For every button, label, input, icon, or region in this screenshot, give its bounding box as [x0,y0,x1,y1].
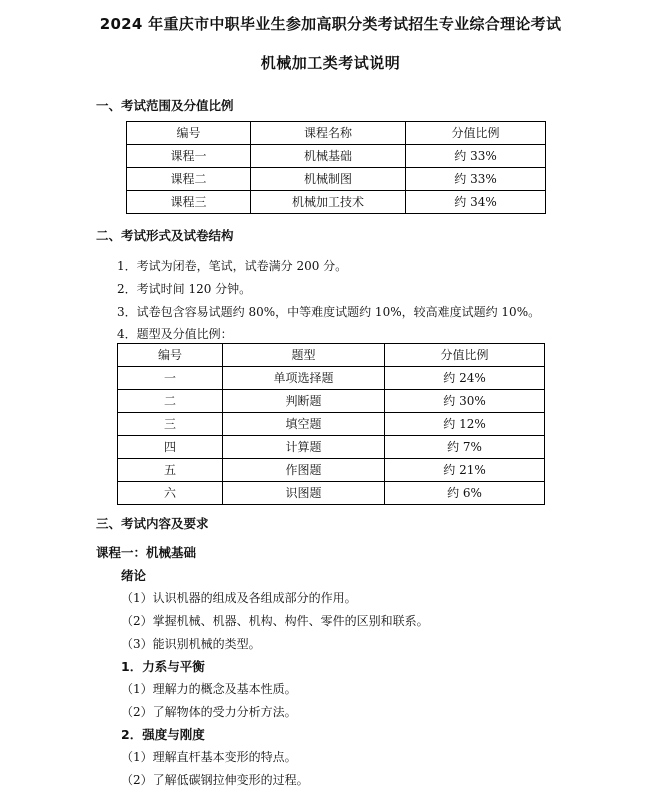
table-header-cell: 分值比例 [406,122,546,145]
content-item: （1）理解直杆基本变形的特点。 [121,750,297,764]
table-cell: 约 24% [385,367,545,390]
table-cell: 约 6% [385,482,545,505]
table-header-row [118,344,545,367]
content-item: （1）理解力的概念及基本性质。 [121,682,297,696]
section1-heading: 一、考试范围及分值比例 [96,98,234,113]
table-cell: 约 33% [406,145,546,168]
table-cell: 约 21% [385,459,545,482]
table-row [118,482,545,505]
document-title: 2024 年重庆市中职毕业生参加高职分类考试招生专业综合理论考试 [99,15,562,33]
table-cell: 机械制图 [251,168,406,191]
table-cell: 识图题 [223,482,385,505]
table-header-row [127,122,546,145]
table-cell: 机械加工技术 [251,191,406,214]
table-row [118,367,545,390]
course-title: 课程一：机械基础 [96,545,197,560]
table-cell: 约 34% [406,191,546,214]
table-cell: 约 12% [385,413,545,436]
table-cell: 约 33% [406,168,546,191]
table-cell: 机械基础 [251,145,406,168]
table-row [118,413,545,436]
exam-format-item: 4．题型及分值比例： [117,327,233,341]
exam-format-item: 2．考试时间 120 分钟。 [117,282,252,296]
table-cell: 二 [118,390,223,413]
table-row [118,459,545,482]
table-row [118,390,545,413]
table-cell: 课程一 [127,145,251,168]
intro-heading: 绪论 [121,568,147,583]
table-cell: 填空题 [223,413,385,436]
table-row [127,168,546,191]
table-row [118,436,545,459]
table-cell: 单项选择题 [223,367,385,390]
table-header-cell: 题型 [223,344,385,367]
table-row [127,191,546,214]
table-cell: 课程二 [127,168,251,191]
question-type-table [117,343,545,505]
table-cell: 四 [118,436,223,459]
table-cell: 计算题 [223,436,385,459]
table-cell: 六 [118,482,223,505]
table-header-cell: 课程名称 [251,122,406,145]
content-item: （2）了解低碳钢拉伸变形的过程。 [121,773,309,787]
table-cell: 约 30% [385,390,545,413]
part1-heading: 1．力系与平衡 [121,659,205,674]
course-scope-table [126,121,546,214]
table-row [127,145,546,168]
content-item: （2）掌握机械、机器、机构、构件、零件的区别和联系。 [121,614,429,628]
exam-format-item: 1．考试为闭卷，笔试，试卷满分 200 分。 [117,259,348,273]
table-cell: 课程三 [127,191,251,214]
content-item: （2）了解物体的受力分析方法。 [121,705,297,719]
table-cell: 约 7% [385,436,545,459]
part2-heading: 2．强度与刚度 [121,727,205,742]
content-item: （1）认识机器的组成及各组成部分的作用。 [121,591,357,605]
table-cell: 三 [118,413,223,436]
table-cell: 一 [118,367,223,390]
table-cell: 判断题 [223,390,385,413]
table-cell: 作图题 [223,459,385,482]
table-header-cell: 分值比例 [385,344,545,367]
exam-format-item: 3．试卷包含容易试题约 80%，中等难度试题约 10%，较高难度试题约 10%。 [117,305,541,319]
content-item: （3）能识别机械的类型。 [121,637,261,651]
document-subtitle: 机械加工类考试说明 [260,54,401,72]
section2-heading: 二、考试形式及试卷结构 [96,228,234,243]
section3-heading: 三、考试内容及要求 [96,516,209,531]
table-cell: 五 [118,459,223,482]
table-header-cell: 编号 [118,344,223,367]
table-header-cell: 编号 [127,122,251,145]
